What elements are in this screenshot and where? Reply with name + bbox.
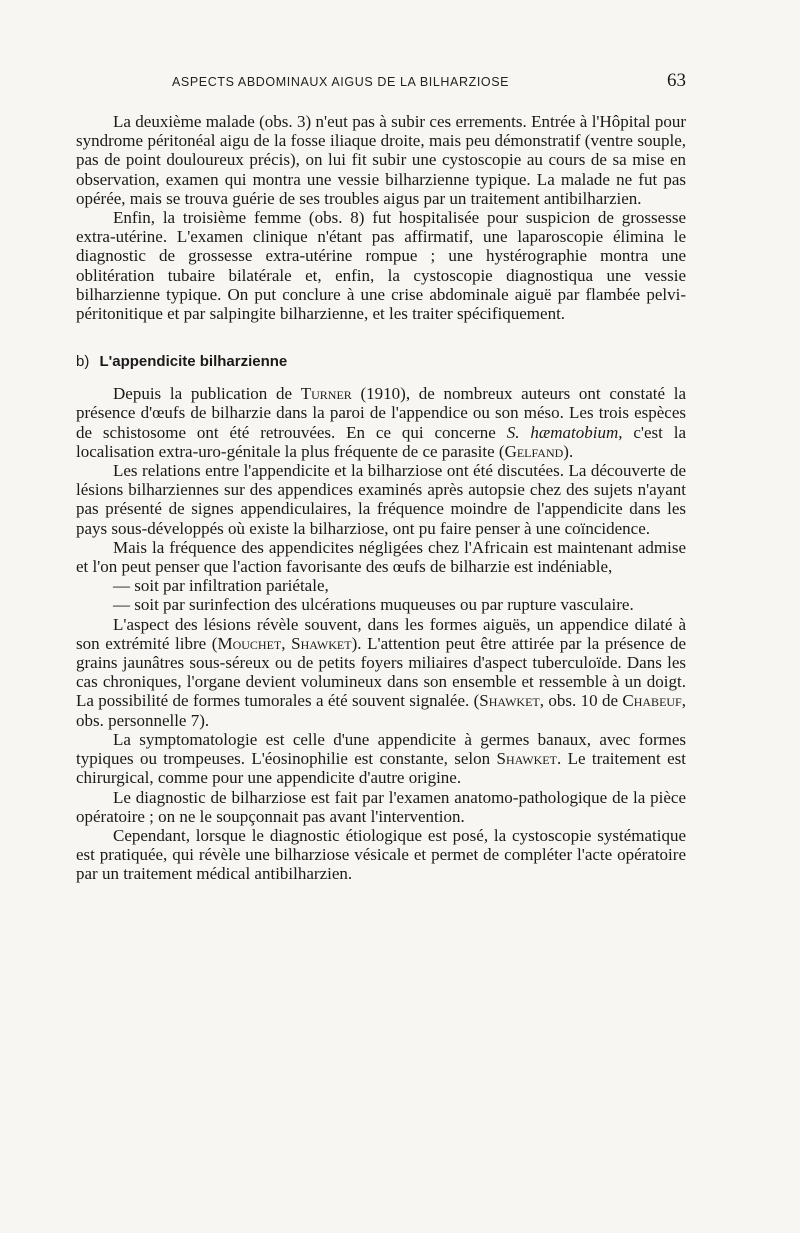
paragraph-diagnostic: Le diagnostic de bilharziose est fait par l'examen anatomo-pathologique de la pièce opératoire ; on ne le soupçonnait pas avant l'intervention.: [76, 787, 686, 826]
running-header: [76, 70, 686, 100]
text-segment: , obs. personnelle 7).: [76, 691, 686, 730]
text-segment: c'est la localisation extra-uro-génitale la plus fréquente de ce parasite (: [76, 422, 687, 461]
text-segment: (1910), de nombreux auteurs ont constaté la présence d'œufs de bilharzie dans la paroi de l'appendice ou son méso. Les trois espèces de schistosome ont été retrouvées. En ce qui concerne: [76, 384, 687, 442]
text-segment: ).: [563, 441, 574, 461]
paragraph-publication: [76, 384, 686, 461]
text-segment: ,: [281, 633, 292, 653]
author-name: Turner: [300, 384, 352, 404]
text-segment: ). L'attention peut être attirée par la présence de grains jaunâtres sous-séreux ou de petits foyers miliaires d'aspect tuberculoïde. Dans les cas chroniques, l'organe devient volumineux dans son ensemble et ressemble à un doigt. La possibilité de formes tumorales a été souvent signalée. (: [76, 633, 687, 711]
author-name: Chabeuf: [622, 691, 682, 711]
species-name: S. hæmatobium,: [506, 422, 623, 442]
section-heading: [76, 353, 686, 370]
list-item: — soit par infiltration pariétale,: [113, 576, 329, 596]
section-label: b): [76, 353, 90, 371]
paragraph-aspect-lesions: [76, 615, 686, 730]
author-name: Shawket: [291, 633, 352, 653]
paragraph-deuxieme-malade: La deuxième malade (obs. 3) n'eut pas à subir ces errements. Entrée à l'Hôpital pour syndrome péritonéal aigu de la fosse iliaque droite, mais peu démonstratif (ventre souple, pas de point douloureux précis), on lui fit subir une cystoscopie au cours de sa mise en observation, examen qui montra une vessie bilharzienne typique. La malade ne fut pas opérée, mais se trouva guérie de ses troubles aigus par un traitement antibilharzien.: [76, 112, 686, 208]
running-title: ASPECTS ABDOMINAUX AIGUS DE LA BILHARZIOSE: [172, 75, 510, 89]
action-list: [76, 576, 686, 614]
page-number: 63: [667, 70, 686, 91]
paragraph-relations: Les relations entre l'appendicite et la bilharziose ont été discutées. La découverte de lésions bilharziennes sur des appendices examinés après autopsie chez des sujets n'ayant pas présenté de signes appendiculaires, la fréquence moindre de l'appendicite dans les pays sous-développés où existe la bilharziose, ont pu faire penser à une coïncidence.: [76, 461, 686, 538]
list-item: — soit par surinfection des ulcérations muqueuses ou par rupture vasculaire.: [113, 595, 634, 615]
author-name: Gelfand: [504, 441, 564, 461]
section-title: L'appendicite bilharzienne: [99, 353, 288, 371]
paragraph-troisieme-femme: Enfin, la troisième femme (obs. 8) fut hospitalisée pour suspicion de grossesse extra-utérine. L'examen clinique n'étant pas affirmatif, une laparoscopie élimina le diagnostic de grossesse extra-utérine rompue ; une hystérographie montra une oblitération tubaire bilatérale et, enfin, la cystoscopie diagnostiqua une vessie bilharzienne typique. On put conclure à une crise abdominale aiguë par flambée pelvi-péritonitique et par salpingite bilharzienne, et les traiter spécifiquement.: [76, 208, 686, 324]
author-name: Shawket: [479, 691, 540, 711]
text-segment: . Le traitement est chirurgical, comme pour une appendicite d'autre origine.: [76, 749, 686, 788]
author-name: Shawket: [496, 749, 557, 769]
text-segment: Depuis la publication de: [113, 384, 301, 404]
paragraph-cystoscopie: Cependant, lorsque le diagnostic étiologique est posé, la cystoscopie systématique est pratiquée, qui révèle une bilharziose vésicale et permet de compléter l'acte opératoire par un traitement médical antibilharzien.: [76, 825, 686, 884]
author-name: Mouchet: [217, 633, 282, 653]
text-segment: La symptomatologie est celle d'une appendicite à germes banaux, avec formes typiques ou trompeuses. L'éosinophilie est constante, selon: [76, 729, 686, 769]
text-segment: L'aspect des lésions révèle souvent, dans les formes aiguës, un appendice dilaté à son extrémité libre (: [76, 614, 686, 653]
paragraph-frequence: Mais la fréquence des appendicites négligées chez l'Africain est maintenant admise et l'on peut penser que l'action favorisante des œufs de bilharzie est indéniable,: [76, 537, 686, 577]
text-segment: , obs. 10 de: [539, 691, 623, 711]
paragraph-symptomatologie: [76, 730, 686, 788]
page: [76, 70, 686, 884]
